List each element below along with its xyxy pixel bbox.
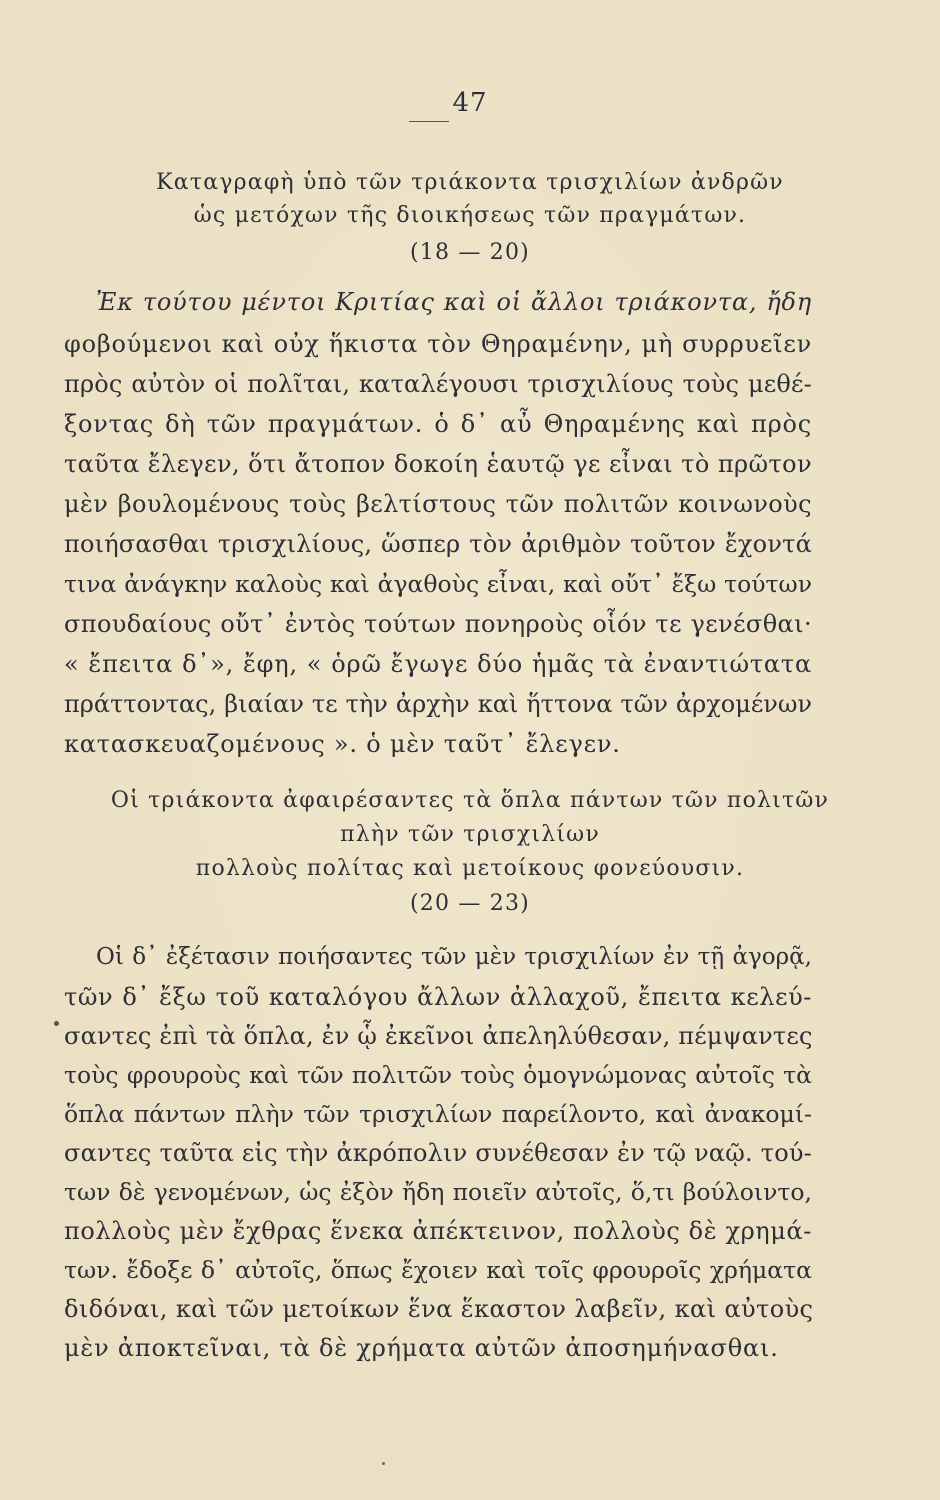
paragraph-line: τῶν δ᾽ ἔξω τοῦ καταλόγου ἄλλων ἀλλαχοῦ, ἔπειτα κελεύ- (64, 983, 812, 1011)
paragraph-line: των δὲ γενομένων, ὡς ἐξὸν ἤδη ποιεῖν αὐτοῖς, ὅ,τι βούλοιντο, (64, 1178, 812, 1206)
paragraph-line: πρὸς αὐτὸν οἱ πολῖται, καταλέγουσι τρισχιλίους τοὺς μεθέ- (64, 370, 812, 398)
paragraph-line: τινα ἀνάγκην καλοὺς καὶ ἀγαθοὺς εἶναι, καὶ οὔτ᾽ ἔξω τούτων (64, 570, 812, 598)
paragraph-line: κατασκευαζομένους ». ὁ μὲν ταῦτ᾽ ἔλεγεν. (64, 730, 621, 758)
paragraph-line: πολλοὺς μὲν ἔχθρας ἕνεκα ἀπέκτεινον, πολλοὺς δὲ χρημά- (64, 1217, 812, 1245)
paragraph-line: Οἱ δ᾽ ἐξέτασιν ποιήσαντες τῶν μὲν τρισχιλίων ἐν τῇ ἀγορᾷ, (96, 944, 812, 970)
section-reference: (18 — 20) (410, 240, 530, 265)
page-number-rule (409, 121, 449, 122)
paragraph-line: σαντες ἐπὶ τὰ ὅπλα, ἐν ᾧ ἐκεῖνοι ἀπεληλύθεσαν, πέμψαντες (64, 1022, 813, 1050)
paragraph-line: « ἔπειτα δ᾽», ἔφη, « ὁρῶ ἔγωγε δύο ἡμᾶς τὰ ἐναντιώτατα (64, 650, 812, 678)
paragraph-line: ὅπλα πάντων πλὴν τῶν τρισχιλίων παρείλοντο, καὶ ἀνακομί- (64, 1100, 812, 1128)
paragraph-line: μὲν βουλομένους τοὺς βελτίστους τῶν πολιτῶν κοινωνοὺς (64, 490, 812, 518)
section-heading-line: Καταγραφὴ ὑπὸ τῶν τριάκοντα τρισχιλίων ἀνδρῶν (156, 170, 784, 195)
paragraph-line: πράττοντας, βιαίαν τε τὴν ἀρχὴν καὶ ἥττονα τῶν ἀρχομένων (64, 690, 812, 718)
paragraph-line: ταῦτα ἔλεγεν, ὅτι ἄτοπον δοκοίη ἑαυτῷ γε εἶναι τὸ πρῶτον (64, 450, 812, 478)
paragraph-line: Ἐκ τούτου μέντοι Κριτίας καὶ οἱ ἄλλοι τριάκοντα, ἤδη (96, 288, 812, 316)
section-reference: (20 — 23) (410, 891, 530, 916)
page-number: 47 (452, 88, 488, 118)
paragraph-line: φοβούμενοι καὶ οὐχ ἥκιστα τὸν Θηραμένην, μὴ συρρυεῖεν (64, 330, 812, 358)
margin-mark (54, 1021, 59, 1026)
paragraph-line: μὲν ἀποκτεῖναι, τὰ δὲ χρήματα αὐτῶν ἀποσημήνασθαι. (64, 1334, 779, 1362)
paragraph-line: των. ἔδοξε δ᾽ αὐτοῖς, ὅπως ἔχοιεν καὶ τοῖς φρουροῖς χρήματα (64, 1256, 812, 1284)
paragraph-line: διδόναι, καὶ τῶν μετοίκων ἕνα ἕκαστον λαβεῖν, καὶ αὐτοὺς (64, 1295, 814, 1323)
section-heading-line: πλὴν τῶν τρισχιλίων (340, 822, 600, 847)
section-heading-line: Οἱ τριάκοντα ἀφαιρέσαντες τὰ ὅπλα πάντων τῶν πολιτῶν (110, 788, 830, 813)
paragraph-line: σαντες ταῦτα εἰς τὴν ἀκρόπολιν συνέθεσαν ἐν τῷ ναῷ. τού- (64, 1139, 812, 1167)
section-heading-line: πολλοὺς πολίτας καὶ μετοίκους φονεύουσιν. (195, 856, 745, 881)
paragraph-line: ποιήσασθαι τρισχιλίους, ὥσπερ τὸν ἀριθμὸν τοῦτον ἔχοντά (64, 530, 812, 558)
paragraph-line: ξοντας δὴ τῶν πραγμάτων. ὁ δ᾽ αὖ Θηραμένης καὶ πρὸς (64, 410, 812, 438)
section-heading-line: ὡς μετόχων τῆς διοικήσεως τῶν πραγμάτων. (193, 203, 747, 228)
paragraph-line: σπουδαίους οὔτ᾽ ἐντὸς τούτων πονηροὺς οἷόν τε γενέσθαι· (64, 610, 812, 638)
paragraph-line: τοὺς φρουροὺς καὶ τῶν πολιτῶν τοὺς ὁμογνώμονας αὐτοῖς τὰ (64, 1061, 812, 1089)
paper-speck (382, 1462, 385, 1465)
